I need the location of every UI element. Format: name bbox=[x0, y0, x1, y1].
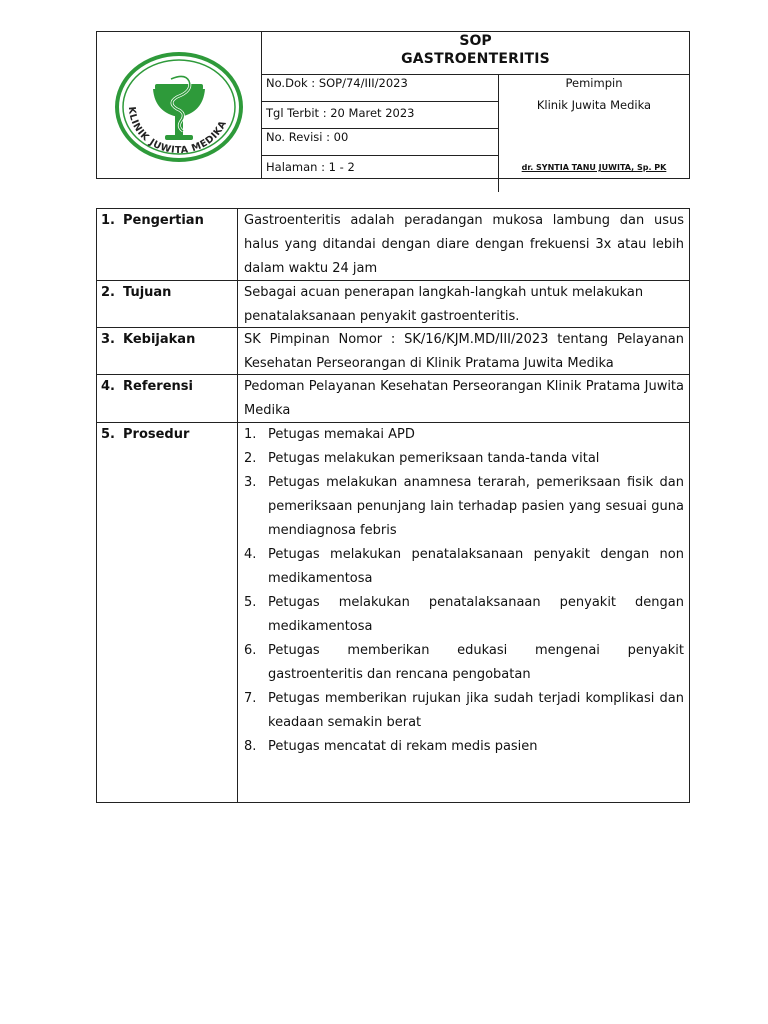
klinik-name: Klinik Juwita Medika bbox=[536, 98, 652, 112]
signer-name: dr. SYNTIA TANU JUWITA, Sp. PK bbox=[521, 163, 667, 172]
approval-block bbox=[499, 75, 689, 178]
section-prosedur bbox=[97, 423, 689, 802]
section-title: Referensi bbox=[123, 379, 193, 394]
tgl-terbit: Tgl Terbit : 20 Maret 2023 bbox=[262, 102, 499, 129]
procedure-item bbox=[244, 591, 684, 639]
section-title: Kebijakan bbox=[123, 332, 196, 347]
section-referensi bbox=[97, 375, 689, 423]
procedure-item-text: Petugas melakukan anamnesa terarah, pemeriksaan fisik dan pemeriksaan penunjang lain terhadap pasien yang sesuai guna mendiagnosa febris bbox=[268, 475, 684, 538]
meta-rows bbox=[262, 75, 499, 192]
procedure-item-number: 6. bbox=[244, 643, 257, 658]
procedure-item-number: 8. bbox=[244, 739, 257, 754]
section-tujuan bbox=[97, 281, 689, 328]
procedure-item-text: Petugas melakukan penatalaksanaan penyakit dengan non medikamentosa bbox=[268, 547, 684, 586]
procedure-item bbox=[244, 687, 684, 735]
section-title: Tujuan bbox=[123, 285, 172, 300]
procedure-item-number: 2. bbox=[244, 451, 257, 466]
title-block bbox=[262, 32, 689, 75]
clinic-logo bbox=[115, 51, 243, 163]
procedure-item-number: 1. bbox=[244, 427, 257, 442]
document-title: GASTROENTERITIS bbox=[401, 51, 550, 67]
procedure-item bbox=[244, 639, 684, 687]
section-number: 1. bbox=[101, 213, 115, 228]
section-number: 2. bbox=[101, 285, 115, 300]
procedure-item-text: Petugas mencatat di rekam medis pasien bbox=[268, 739, 538, 754]
section-number: 3. bbox=[101, 332, 115, 347]
procedure-item bbox=[244, 471, 684, 543]
pemimpin-label: Pemimpin bbox=[565, 76, 623, 90]
section-title: Pengertian bbox=[123, 213, 204, 228]
section-text: Sebagai acuan penerapan langkah-langkah untuk melakukan penatalaksanaan penyakit gastroenteritis. bbox=[244, 285, 644, 324]
section-title: Prosedur bbox=[123, 427, 190, 442]
section-text: SK Pimpinan Nomor : SK/16/KJM.MD/III/2023 tentang Pelayanan Kesehatan Perseorangan di Klinik Pratama Juwita Medika bbox=[244, 332, 684, 371]
procedure-item-number: 4. bbox=[244, 547, 257, 562]
section-label bbox=[101, 375, 193, 399]
sop-table bbox=[96, 208, 690, 803]
procedure-item-text: Petugas memberikan edukasi mengenai penyakit gastroenteritis dan rencana pengobatan bbox=[268, 643, 684, 682]
section-number: 5. bbox=[101, 427, 115, 442]
logo-text: KLINIK JUWITA MEDIKA bbox=[125, 106, 230, 157]
no-revisi: No. Revisi : 00 bbox=[262, 129, 499, 156]
section-number: 4. bbox=[101, 379, 115, 394]
document-header bbox=[96, 31, 690, 179]
procedure-item bbox=[244, 543, 684, 591]
logo-cell bbox=[97, 32, 262, 178]
procedure-item-number: 5. bbox=[244, 595, 257, 610]
section-pengertian bbox=[97, 209, 689, 281]
section-label bbox=[101, 209, 204, 233]
section-label bbox=[101, 281, 171, 305]
section-text: Gastroenteritis adalah peradangan mukosa lambung dan usus halus yang ditandai dengan diare dengan frekuensi 3x atau lebih dalam waktu 24 jam bbox=[244, 213, 684, 276]
section-text: Pedoman Pelayanan Kesehatan Perseorangan Klinik Pratama Juwita Medika bbox=[244, 379, 684, 418]
procedure-item bbox=[244, 447, 684, 471]
procedure-list bbox=[244, 423, 684, 759]
procedure-item-number: 7. bbox=[244, 691, 257, 706]
halaman: Halaman : 1 - 2 bbox=[262, 156, 499, 192]
procedure-item-number: 3. bbox=[244, 475, 257, 490]
section-kebijakan bbox=[97, 328, 689, 375]
sop-label: SOP bbox=[459, 33, 492, 49]
no-dok: No.Dok : SOP/74/III/2023 bbox=[262, 75, 499, 102]
procedure-item-text: Petugas melakukan pemeriksaan tanda-tanda vital bbox=[268, 451, 600, 466]
section-label bbox=[101, 328, 195, 352]
procedure-item bbox=[244, 423, 684, 447]
section-label bbox=[101, 423, 189, 447]
procedure-item-text: Petugas melakukan penatalaksanaan penyakit dengan medikamentosa bbox=[268, 595, 684, 634]
procedure-item-text: Petugas memberikan rujukan jika sudah terjadi komplikasi dan keadaan semakin berat bbox=[268, 691, 684, 730]
procedure-item-text: Petugas memakai APD bbox=[268, 427, 415, 442]
procedure-item bbox=[244, 735, 684, 759]
